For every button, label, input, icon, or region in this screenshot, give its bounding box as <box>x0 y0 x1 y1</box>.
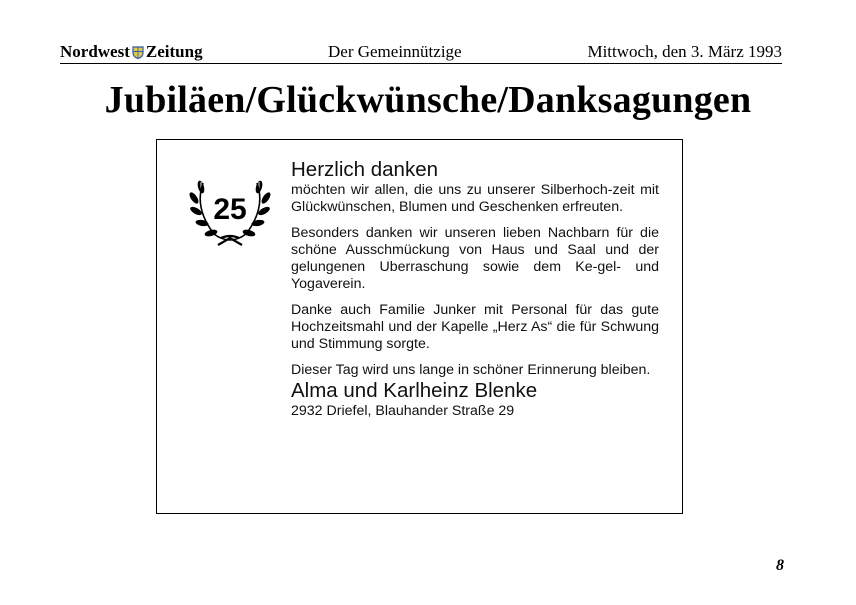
newspaper-name <box>60 42 203 62</box>
newspaper-name-part1: Nordwest <box>60 42 130 61</box>
thank-you-advertisement <box>156 139 683 514</box>
section-name: Der Gemeinnützige <box>328 42 462 61</box>
newspaper-header <box>60 41 782 64</box>
page-title: Jubiläen/Glückwünsche/Danksagungen <box>104 79 752 121</box>
laurel-wreath-icon <box>188 178 272 248</box>
ad-paragraph: möchten wir allen, die uns zu unserer Silberhoch-zeit mit Glückwünschen, Blumen und Geschenken erfreuten. <box>291 182 659 216</box>
ad-paragraph: Danke auch Familie Junker mit Personal für das gute Hochzeitsmahl und der Kapelle „Herz As“ die für Schwung und Stimmung sorgte. <box>291 301 659 353</box>
newspaper-name-part2: Zeitung <box>145 42 203 61</box>
issue-date: Mittwoch, den 3. März 1993 <box>587 42 782 61</box>
ad-paragraph: Dieser Tag wird uns lange in schöner Erinnerung bleiben. <box>291 361 651 378</box>
emblem-number: 25 <box>213 193 247 226</box>
ad-paragraph: Besonders danken wir unseren lieben Nachbarn für die schöne Ausschmückung von Haus und Saal und der gelungenen Uberraschung sowie dem Ke-gel- und Yogaverein. <box>291 224 659 293</box>
advertisement-text <box>291 158 659 420</box>
ad-signature-names: Alma und Karlheinz Blenke <box>291 378 538 402</box>
coat-of-arms-icon <box>132 46 144 59</box>
page-number: 8 <box>776 557 784 574</box>
ad-heading: Herzlich danken <box>291 158 438 181</box>
ad-address: 2932 Driefel, Blauhander Straße 29 <box>291 402 515 419</box>
